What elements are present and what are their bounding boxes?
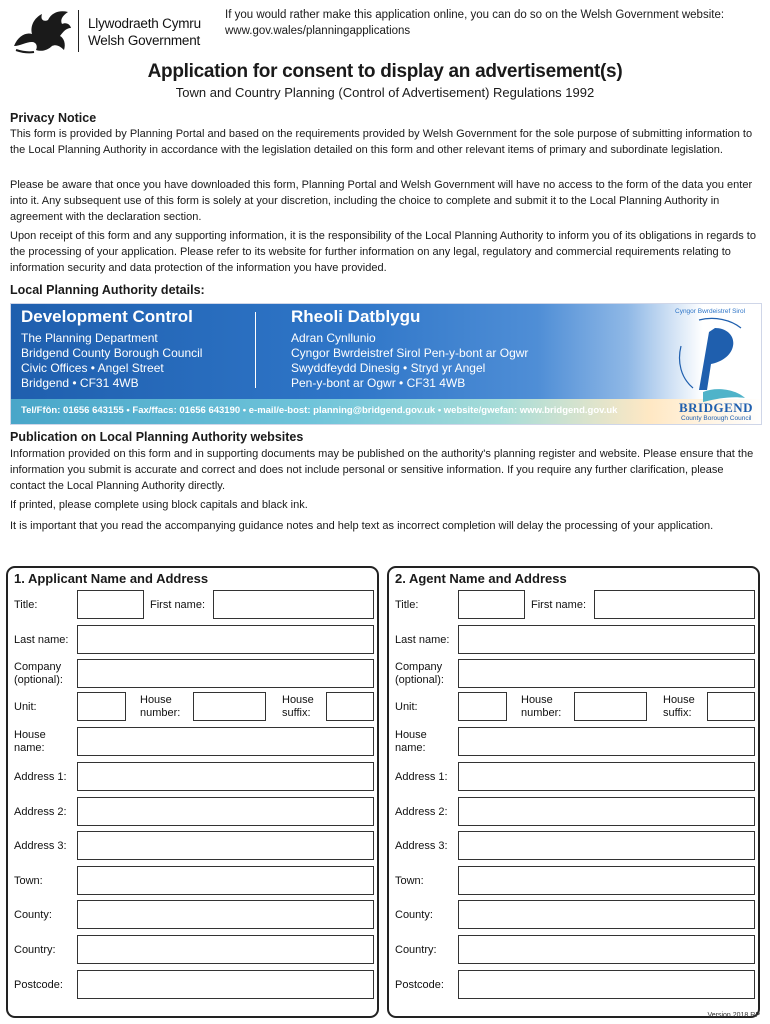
lpa-welsh-line: Adran Cynllunio <box>291 331 376 345</box>
publication-paragraph-3: It is important that you read the accompanying guidance notes and help text as incorrect completion will delay the processing of your application. <box>10 520 714 532</box>
applicant-section <box>6 566 379 1018</box>
applicant-address3-input[interactable] <box>77 831 374 860</box>
applicant-house-name-input[interactable] <box>77 727 374 756</box>
gov-name-english: Welsh Government <box>88 33 201 48</box>
first-name-label: First name: <box>150 599 206 611</box>
agent-section <box>387 566 760 1018</box>
agent-house-number-input[interactable] <box>574 692 647 721</box>
publication-paragraph-1: Information provided on this form and in supporting documents may be published on the authority's planning register and website. Please ensure that the information you submit is accurate and correct and does not include personal or sensitive information. If you require any further clarification, please contact the Local Planning Authority directly. <box>10 448 754 492</box>
lpa-welsh-line: Cyngor Bwrdeistref Sirol Pen-y-bont ar Ogwr <box>291 346 529 360</box>
agent-country-input[interactable] <box>458 935 755 964</box>
country-label: Country: <box>14 944 56 956</box>
online-note-url[interactable]: www.gov.wales/planningapplications <box>225 25 411 37</box>
address3-label: Address 3: <box>395 840 448 852</box>
version-label: Version 2018 RP <box>707 1012 760 1019</box>
page-subtitle: Town and Country Planning (Control of Advertisement) Regulations 1992 <box>175 85 595 100</box>
address3-label: Address 3: <box>14 840 67 852</box>
agent-company-input[interactable] <box>458 659 755 688</box>
gov-name-welsh: Llywodraeth Cymru <box>88 16 201 31</box>
applicant-house-suffix-input[interactable] <box>326 692 374 721</box>
applicant-country-input[interactable] <box>77 935 374 964</box>
address1-label: Address 1: <box>395 771 448 783</box>
lpa-english-line: Bridgend • CF31 4WB <box>21 376 139 390</box>
last-name-label: Last name: <box>395 634 450 646</box>
agent-address2-input[interactable] <box>458 797 755 826</box>
welsh-government-logo <box>8 6 201 56</box>
house-suffix-label: House suffix: <box>282 694 314 719</box>
online-application-note <box>225 7 765 39</box>
lpa-heading: Local Planning Authority details: <box>10 283 205 297</box>
agent-title-input[interactable] <box>458 590 525 619</box>
house-number-label: House number: <box>140 694 181 719</box>
title-label: Title: <box>14 599 38 611</box>
privacy-paragraph-1: This form is provided by Planning Portal and based on the requirements provided by Welsh Government for the sole purpose of submitting information to the Local Planning Authority in accordance with the legislation detailed on this form and other relevant items of primary and subordinate legislation. <box>10 128 753 156</box>
lpa-english-title: Development Control <box>21 307 193 326</box>
agent-last-name-input[interactable] <box>458 625 755 654</box>
crest-name: BRIDGEND <box>679 400 754 415</box>
lpa-english-line: The Planning Department <box>21 331 158 345</box>
lpa-welsh-title: Rheoli Datblygu <box>291 307 421 326</box>
applicant-company-input[interactable] <box>77 659 374 688</box>
agent-house-name-input[interactable] <box>458 727 755 756</box>
privacy-paragraph-2: Please be aware that once you have downloaded this form, Planning Portal and Welsh Government will have no access to the form of the data you enter into it. Any subsequent use of this form is solely at your discretion, including the choice to complete and submit it to the Local Planning Authority in agreement with the declaration section. <box>10 179 753 223</box>
company-label: Company (optional): <box>395 661 444 686</box>
county-label: County: <box>14 909 52 921</box>
town-label: Town: <box>395 875 424 887</box>
agent-address1-input[interactable] <box>458 762 755 791</box>
lpa-english-line: Bridgend County Borough Council <box>21 346 203 360</box>
dragon-icon <box>8 6 74 56</box>
applicant-section-title: 1. Applicant Name and Address <box>14 571 209 586</box>
agent-first-name-input[interactable] <box>594 590 755 619</box>
agent-house-suffix-input[interactable] <box>707 692 755 721</box>
lpa-english-line: Civic Offices • Angel Street <box>21 361 164 375</box>
privacy-paragraph-3: Upon receipt of this form and any supporting information, it is the responsibility of the Local Planning Authority to inform you of its obligations in regards to the processing of your application. Please refer to its website for further information on any legal, regulatory and commercial requirements relating to information security and data protection of the information you have provided. <box>10 230 756 274</box>
applicant-house-number-input[interactable] <box>193 692 266 721</box>
applicant-address1-input[interactable] <box>77 762 374 791</box>
applicant-town-input[interactable] <box>77 866 374 895</box>
lpa-welsh-line: Pen-y-bont ar Ogwr • CF31 4WB <box>291 376 466 390</box>
unit-label: Unit: <box>395 701 418 713</box>
privacy-heading: Privacy Notice <box>10 111 97 125</box>
postcode-label: Postcode: <box>14 979 63 991</box>
lpa-welsh-line: Swyddfeydd Dinesig • Stryd yr Angel <box>291 361 486 375</box>
address2-label: Address 2: <box>14 806 67 818</box>
publication-heading: Publication on Local Planning Authority websites <box>10 430 304 444</box>
county-label: County: <box>395 909 433 921</box>
crest-council-english: County Borough Council <box>681 415 752 422</box>
country-label: Country: <box>395 944 437 956</box>
banner-divider <box>255 312 256 388</box>
unit-label: Unit: <box>14 701 37 713</box>
house-suffix-label: House suffix: <box>663 694 695 719</box>
house-number-label: House number: <box>521 694 562 719</box>
lpa-banner <box>10 303 762 425</box>
title-label: Title: <box>395 599 419 611</box>
town-label: Town: <box>14 875 43 887</box>
postcode-label: Postcode: <box>395 979 444 991</box>
house-name-label: House name: <box>395 729 427 754</box>
agent-postcode-input[interactable] <box>458 970 755 999</box>
applicant-title-input[interactable] <box>77 590 144 619</box>
agent-town-input[interactable] <box>458 866 755 895</box>
address1-label: Address 1: <box>14 771 67 783</box>
crest-council-welsh: Cyngor Bwrdeistref Sirol <box>675 308 746 315</box>
address2-label: Address 2: <box>395 806 448 818</box>
first-name-label: First name: <box>531 599 587 611</box>
agent-county-input[interactable] <box>458 900 755 929</box>
online-note-text: If you would rather make this application online, you can do so on the Welsh Government website: <box>225 9 725 21</box>
lpa-contact-details: Tel/Ffôn: 01656 643155 • Fax/ffacs: 01656 643190 • e-mail/e-bost: planning@bridgend.gov.uk • website/gwefan: www.bridgend.gov.uk <box>21 405 618 416</box>
agent-address3-input[interactable] <box>458 831 755 860</box>
applicant-first-name-input[interactable] <box>213 590 374 619</box>
logo-divider <box>78 10 79 52</box>
applicant-address2-input[interactable] <box>77 797 374 826</box>
agent-section-title: 2. Agent Name and Address <box>395 571 567 586</box>
applicant-county-input[interactable] <box>77 900 374 929</box>
last-name-label: Last name: <box>14 634 69 646</box>
company-label: Company (optional): <box>14 661 63 686</box>
page-title: Application for consent to display an advertisement(s) <box>147 61 623 82</box>
publication-paragraph-2: If printed, please complete using block capitals and black ink. <box>10 499 308 511</box>
house-name-label: House name: <box>14 729 46 754</box>
applicant-last-name-input[interactable] <box>77 625 374 654</box>
applicant-unit-input[interactable] <box>77 692 126 721</box>
agent-unit-input[interactable] <box>458 692 507 721</box>
applicant-postcode-input[interactable] <box>77 970 374 999</box>
